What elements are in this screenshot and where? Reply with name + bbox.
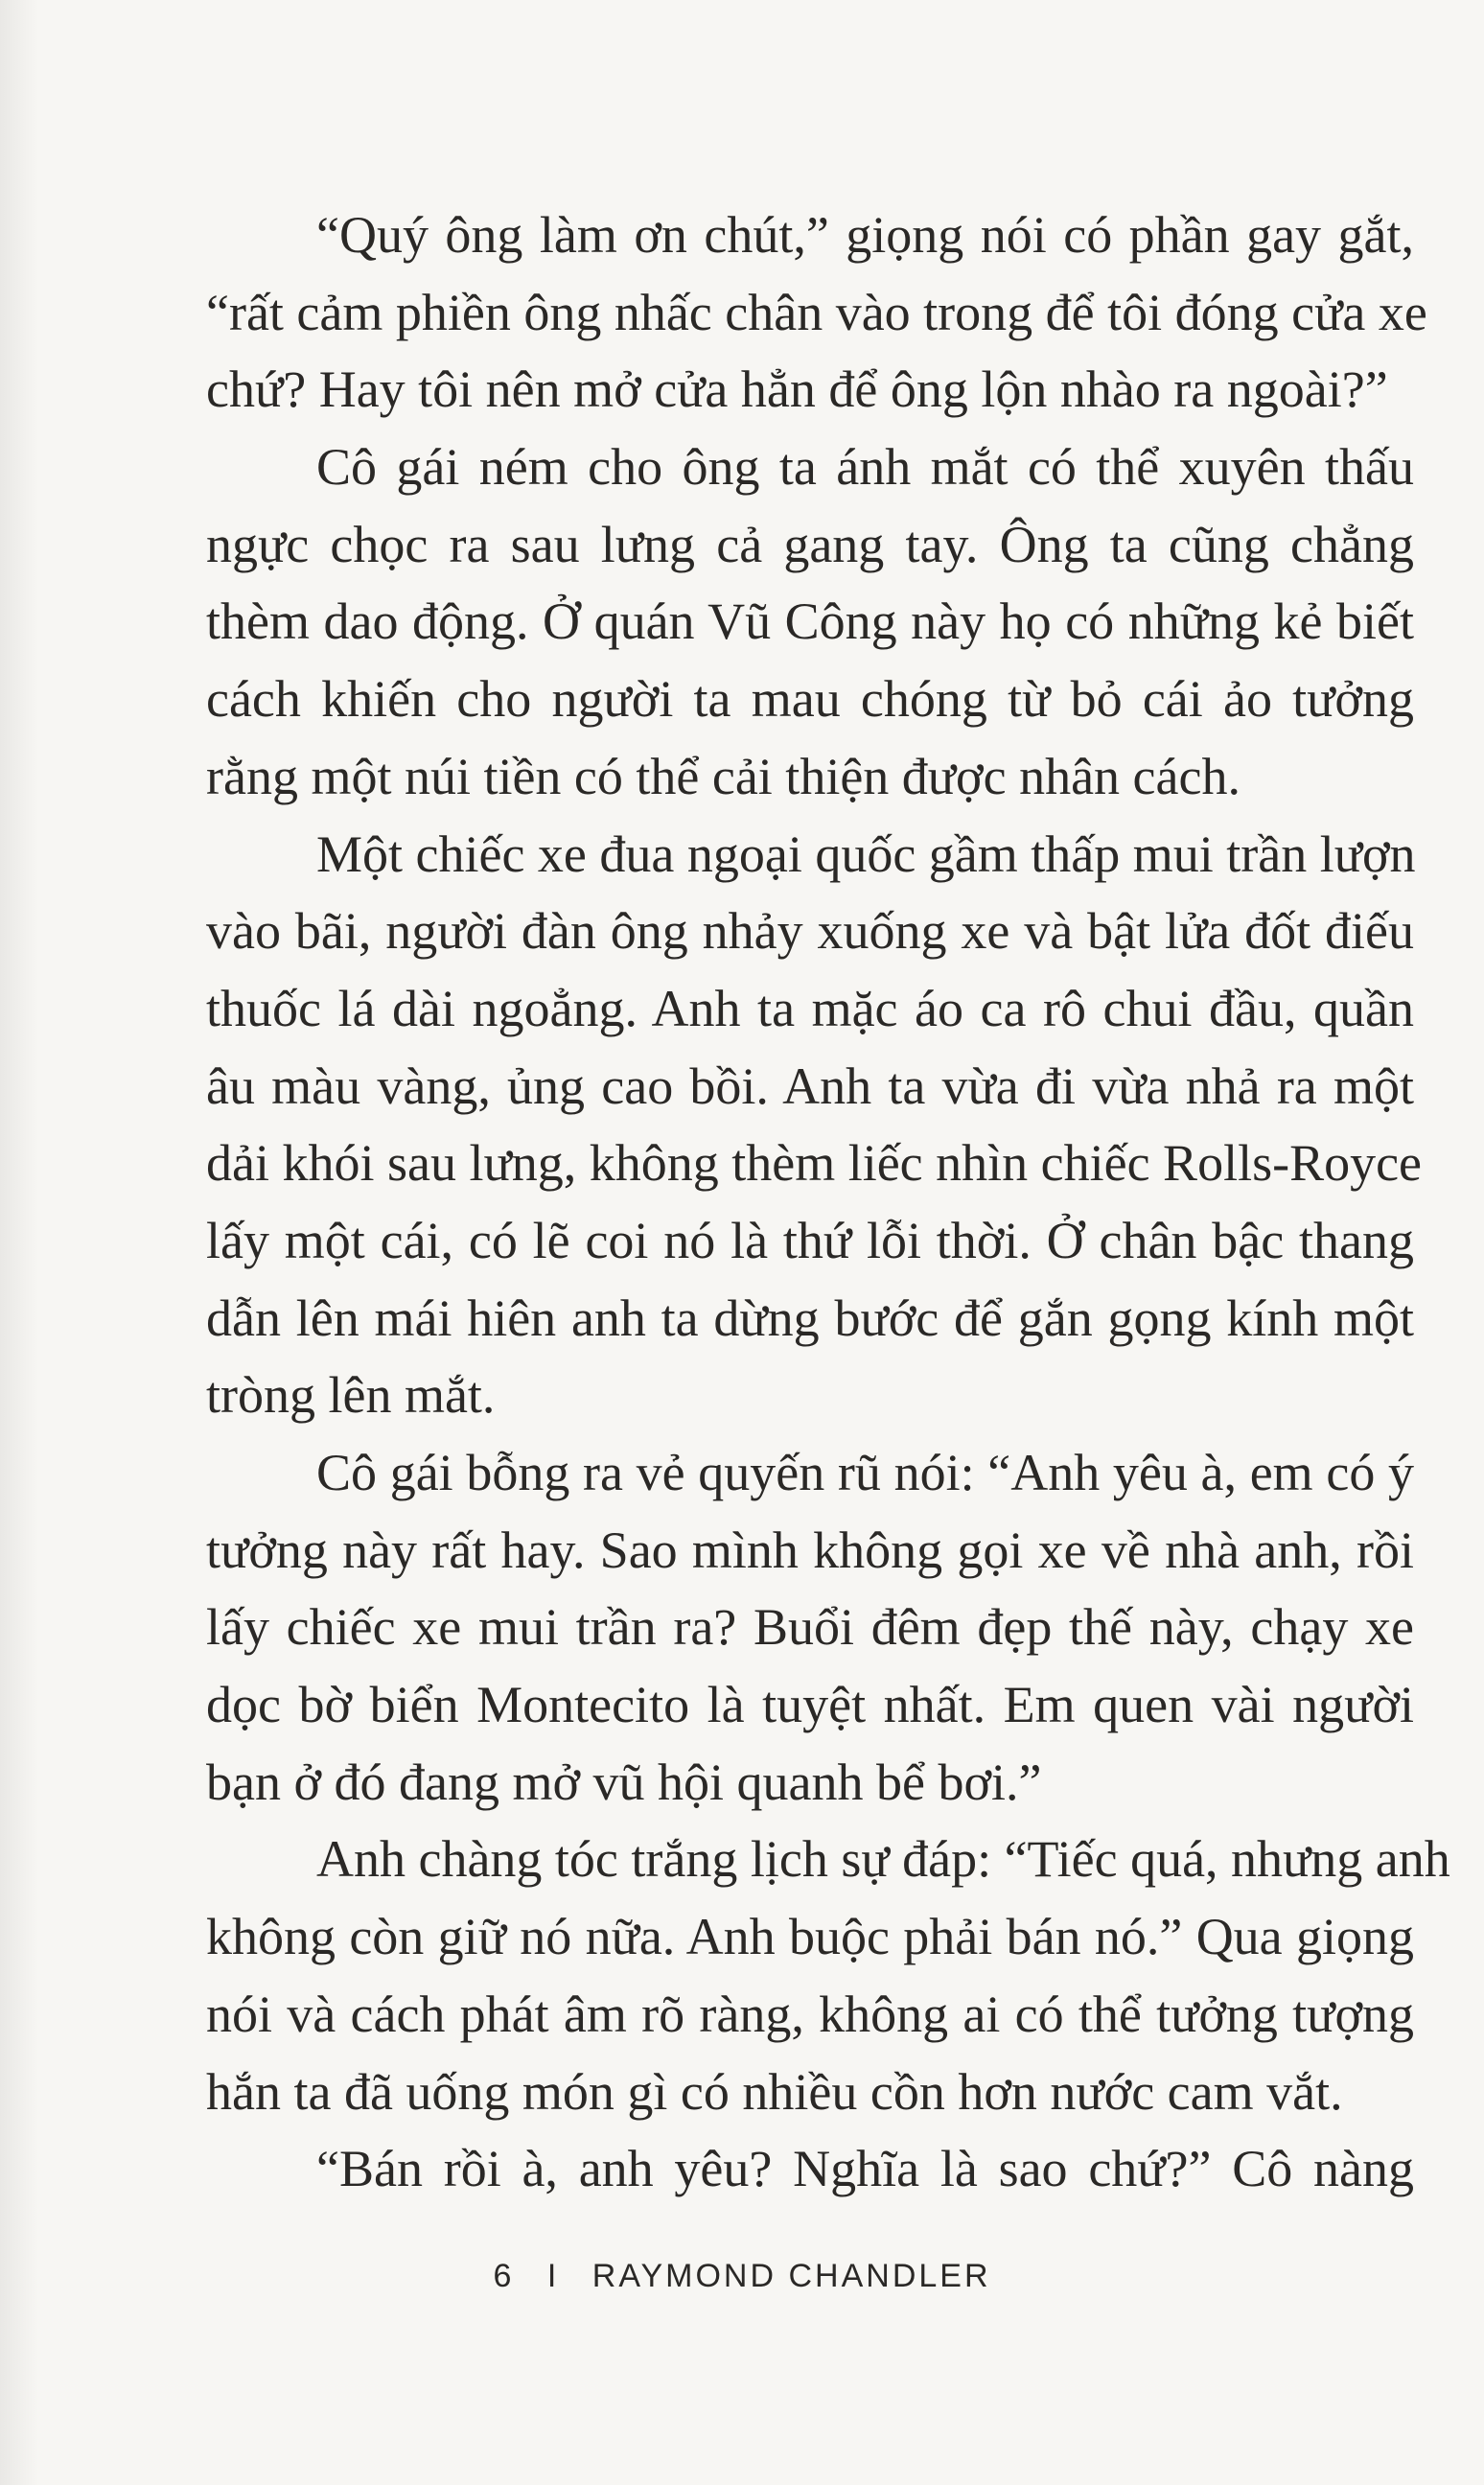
page-number: 6 — [493, 2258, 515, 2294]
text-line: âu màu vàng, ủng cao bồi. Anh ta vừa đi vừa nhả ra một — [206, 1057, 1414, 1115]
text-line: dải khói sau lưng, không thèm liếc nhìn chiếc Rolls-Royce — [206, 1134, 1423, 1193]
text-line: bạn ở đó đang mở vũ hội quanh bể bơi.” — [206, 1753, 1042, 1811]
text-line: lấy một cái, có lẽ coi nó là thứ lỗi thời. Ở chân bậc thang — [206, 1211, 1414, 1269]
text-line: nói và cách phát âm rõ ràng, không ai có thể tưởng tượng — [206, 1985, 1414, 2043]
text-line: vào bãi, người đàn ông nhảy xuống xe và bật lửa đốt điếu — [206, 902, 1414, 961]
footer-separator: I — [546, 2258, 560, 2294]
text-line: Một chiếc xe đua ngoại quốc gầm thấp mui trần lượn — [316, 824, 1416, 883]
text-line: “rất cảm phiền ông nhấc chân vào trong để tôi đóng cửa xe — [206, 283, 1427, 341]
page-footer — [0, 2258, 1484, 2295]
text-line: dẫn lên mái hiên anh ta dừng bước để gắn gọng kính một — [206, 1289, 1414, 1347]
text-line: không còn giữ nó nữa. Anh buộc phải bán nó.” Qua giọng — [206, 1908, 1414, 1966]
text-line: Cô gái ném cho ông ta ánh mắt có thể xuyên thấu — [316, 438, 1414, 497]
text-line: rằng một núi tiền có thể cải thiện được nhân cách. — [206, 747, 1241, 805]
text-line: “Quý ông làm ơn chút,” giọng nói có phần gay gắt, — [316, 206, 1414, 264]
page-edge-shadow — [0, 0, 38, 2485]
text-line: hắn ta đã uống món gì có nhiều cồn hơn nước cam vắt. — [206, 2062, 1343, 2121]
text-line: “Bán rồi à, anh yêu? Nghĩa là sao chứ?” Cô nàng — [316, 2140, 1414, 2198]
running-author: RAYMOND CHANDLER — [591, 2258, 991, 2294]
text-line: tròng lên mắt. — [206, 1366, 496, 1425]
text-line: Anh chàng tóc trắng lịch sự đáp: “Tiếc quá, nhưng anh — [316, 1830, 1450, 1889]
text-line: tưởng này rất hay. Sao mình không gọi xe về nhà anh, rồi — [206, 1521, 1414, 1579]
text-line: Cô gái bỗng ra vẻ quyến rũ nói: “Anh yêu à, em có ý — [316, 1444, 1414, 1501]
text-line: chứ? Hay tôi nên mở cửa hẳn để ông lộn nhào ra ngoài?” — [206, 360, 1388, 419]
text-line: thuốc lá dài ngoẳng. Anh ta mặc áo ca rô chui đầu, quần — [206, 979, 1414, 1037]
text-line: dọc bờ biển Montecito là tuyệt nhất. Em quen vài người — [206, 1676, 1414, 1734]
text-line: thèm dao động. Ở quán Vũ Công này họ có những kẻ biết — [206, 592, 1414, 651]
text-line: lấy chiếc xe mui trần ra? Buổi đêm đẹp thế này, chạy xe — [206, 1598, 1414, 1657]
text-line: ngực chọc ra sau lưng cả gang tay. Ông ta cũng chẳng — [206, 515, 1414, 573]
book-text — [206, 197, 1450, 2208]
text-line: cách khiến cho người ta mau chóng từ bỏ cái ảo tưởng — [206, 670, 1414, 729]
